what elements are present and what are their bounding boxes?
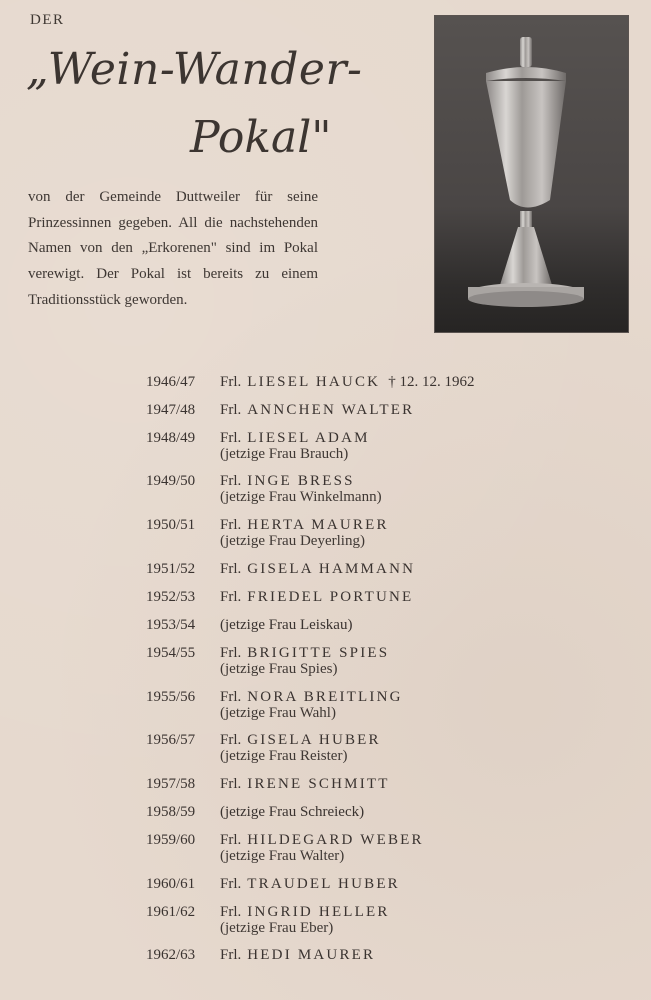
list-item [146, 374, 474, 391]
entry-note: (jetzige Frau Brauch) [220, 446, 349, 462]
entry-name: TRAUDEL HUBER [247, 876, 400, 892]
entry-year: 1954/55 [146, 645, 196, 661]
entry-note: (jetzige Frau Wahl) [220, 705, 336, 721]
entry-title: Frl. [220, 473, 242, 489]
entry-year: 1948/49 [146, 430, 196, 446]
entry-name: INGRID HELLER [247, 904, 390, 920]
entry-note: (jetzige Frau Deyerling) [220, 533, 365, 549]
entry-title: Frl. [220, 430, 242, 446]
entry-name: HILDEGARD WEBER [247, 832, 424, 848]
list-item [146, 804, 364, 821]
entry-title: Frl. [220, 904, 242, 920]
title-line-2: Pokal" [190, 112, 332, 163]
entry-title: Frl. [220, 561, 242, 577]
entry-year: 1947/48 [146, 402, 196, 418]
entry-title: Frl. [220, 947, 242, 963]
entry-title: Frl. [220, 732, 242, 748]
entry-name: GISELA HUBER [247, 732, 381, 748]
entry-year: 1958/59 [146, 804, 196, 820]
trophy-photo [434, 15, 629, 333]
entry-name: HERTA MAURER [247, 517, 389, 533]
list-item [146, 473, 382, 506]
list-item [146, 617, 352, 634]
list-item [146, 776, 390, 793]
entry-title: Frl. [220, 402, 242, 418]
list-item [146, 561, 415, 578]
entry-title: Frl. [220, 645, 242, 661]
trophy-cup-icon [434, 15, 629, 333]
entry-year: 1951/52 [146, 561, 196, 577]
entry-note: (jetzige Frau Eber) [220, 920, 334, 936]
entry-year: 1960/61 [146, 876, 196, 892]
entry-name: LIESEL ADAM [247, 430, 370, 446]
list-item [146, 689, 403, 722]
list-item [146, 832, 424, 865]
entry-title: Frl. [220, 776, 242, 792]
entry-title: Frl. [220, 689, 242, 705]
entry-name: GISELA HAMMANN [247, 561, 416, 577]
list-item [146, 589, 413, 606]
list-item [146, 904, 390, 937]
entry-year: 1961/62 [146, 904, 196, 920]
list-item [146, 947, 375, 964]
list-item [146, 876, 400, 893]
entry-name: LIESEL HAUCK [247, 374, 381, 390]
entry-year: 1957/58 [146, 776, 196, 792]
intro-paragraph: von der Gemeinde Duttweiler für seine Prinzessinnen gegeben. All die nachstehenden Namen von den „Erkorenen" sind im Pokal verewigt. Der Pokal ist bereits zu einem Traditionsstück geworden. [28, 189, 318, 308]
entry-title: Frl. [220, 832, 242, 848]
entry-note: (jetzige Frau Winkelmann) [220, 489, 382, 505]
entry-note: (jetzige Frau Reister) [220, 748, 348, 764]
title-line-1: „Wein-Wander- [26, 44, 363, 95]
entry-extra: (jetzige Frau Schreieck) [220, 804, 365, 820]
entry-name: FRIEDEL PORTUNE [247, 589, 414, 605]
entry-year: 1962/63 [146, 947, 196, 963]
list-item [146, 645, 389, 678]
entry-note: (jetzige Frau Spies) [220, 661, 338, 677]
entry-year: 1953/54 [146, 617, 196, 633]
entry-name: BRIGITTE SPIES [247, 645, 390, 661]
entry-title: Frl. [220, 517, 242, 533]
list-item [146, 732, 381, 765]
entry-year: 1959/60 [146, 832, 196, 848]
list-item [146, 430, 370, 463]
entry-name: NORA BREITLING [247, 689, 403, 705]
entry-extra: (jetzige Frau Leiskau) [220, 617, 353, 633]
entry-note: (jetzige Frau Walter) [220, 848, 345, 864]
entry-name: IRENE SCHMITT [247, 776, 390, 792]
entry-year: 1950/51 [146, 517, 196, 533]
entry-name: INGE BRESS [247, 473, 355, 489]
entry-year: 1952/53 [146, 589, 196, 605]
entry-title: Frl. [220, 876, 242, 892]
list-item [146, 402, 414, 419]
entry-title: Frl. [220, 589, 242, 605]
list-item [146, 517, 389, 550]
entry-title: Frl. [220, 374, 242, 390]
entry-year: 1956/57 [146, 732, 196, 748]
entry-year: 1946/47 [146, 374, 196, 390]
entry-year: 1955/56 [146, 689, 196, 705]
entry-name: HEDI MAURER [247, 947, 376, 963]
entry-extra: † 12. 12. 1962 [388, 374, 475, 390]
entry-year: 1949/50 [146, 473, 196, 489]
entry-name: ANNCHEN WALTER [247, 402, 415, 418]
header-der: DER [30, 12, 65, 28]
